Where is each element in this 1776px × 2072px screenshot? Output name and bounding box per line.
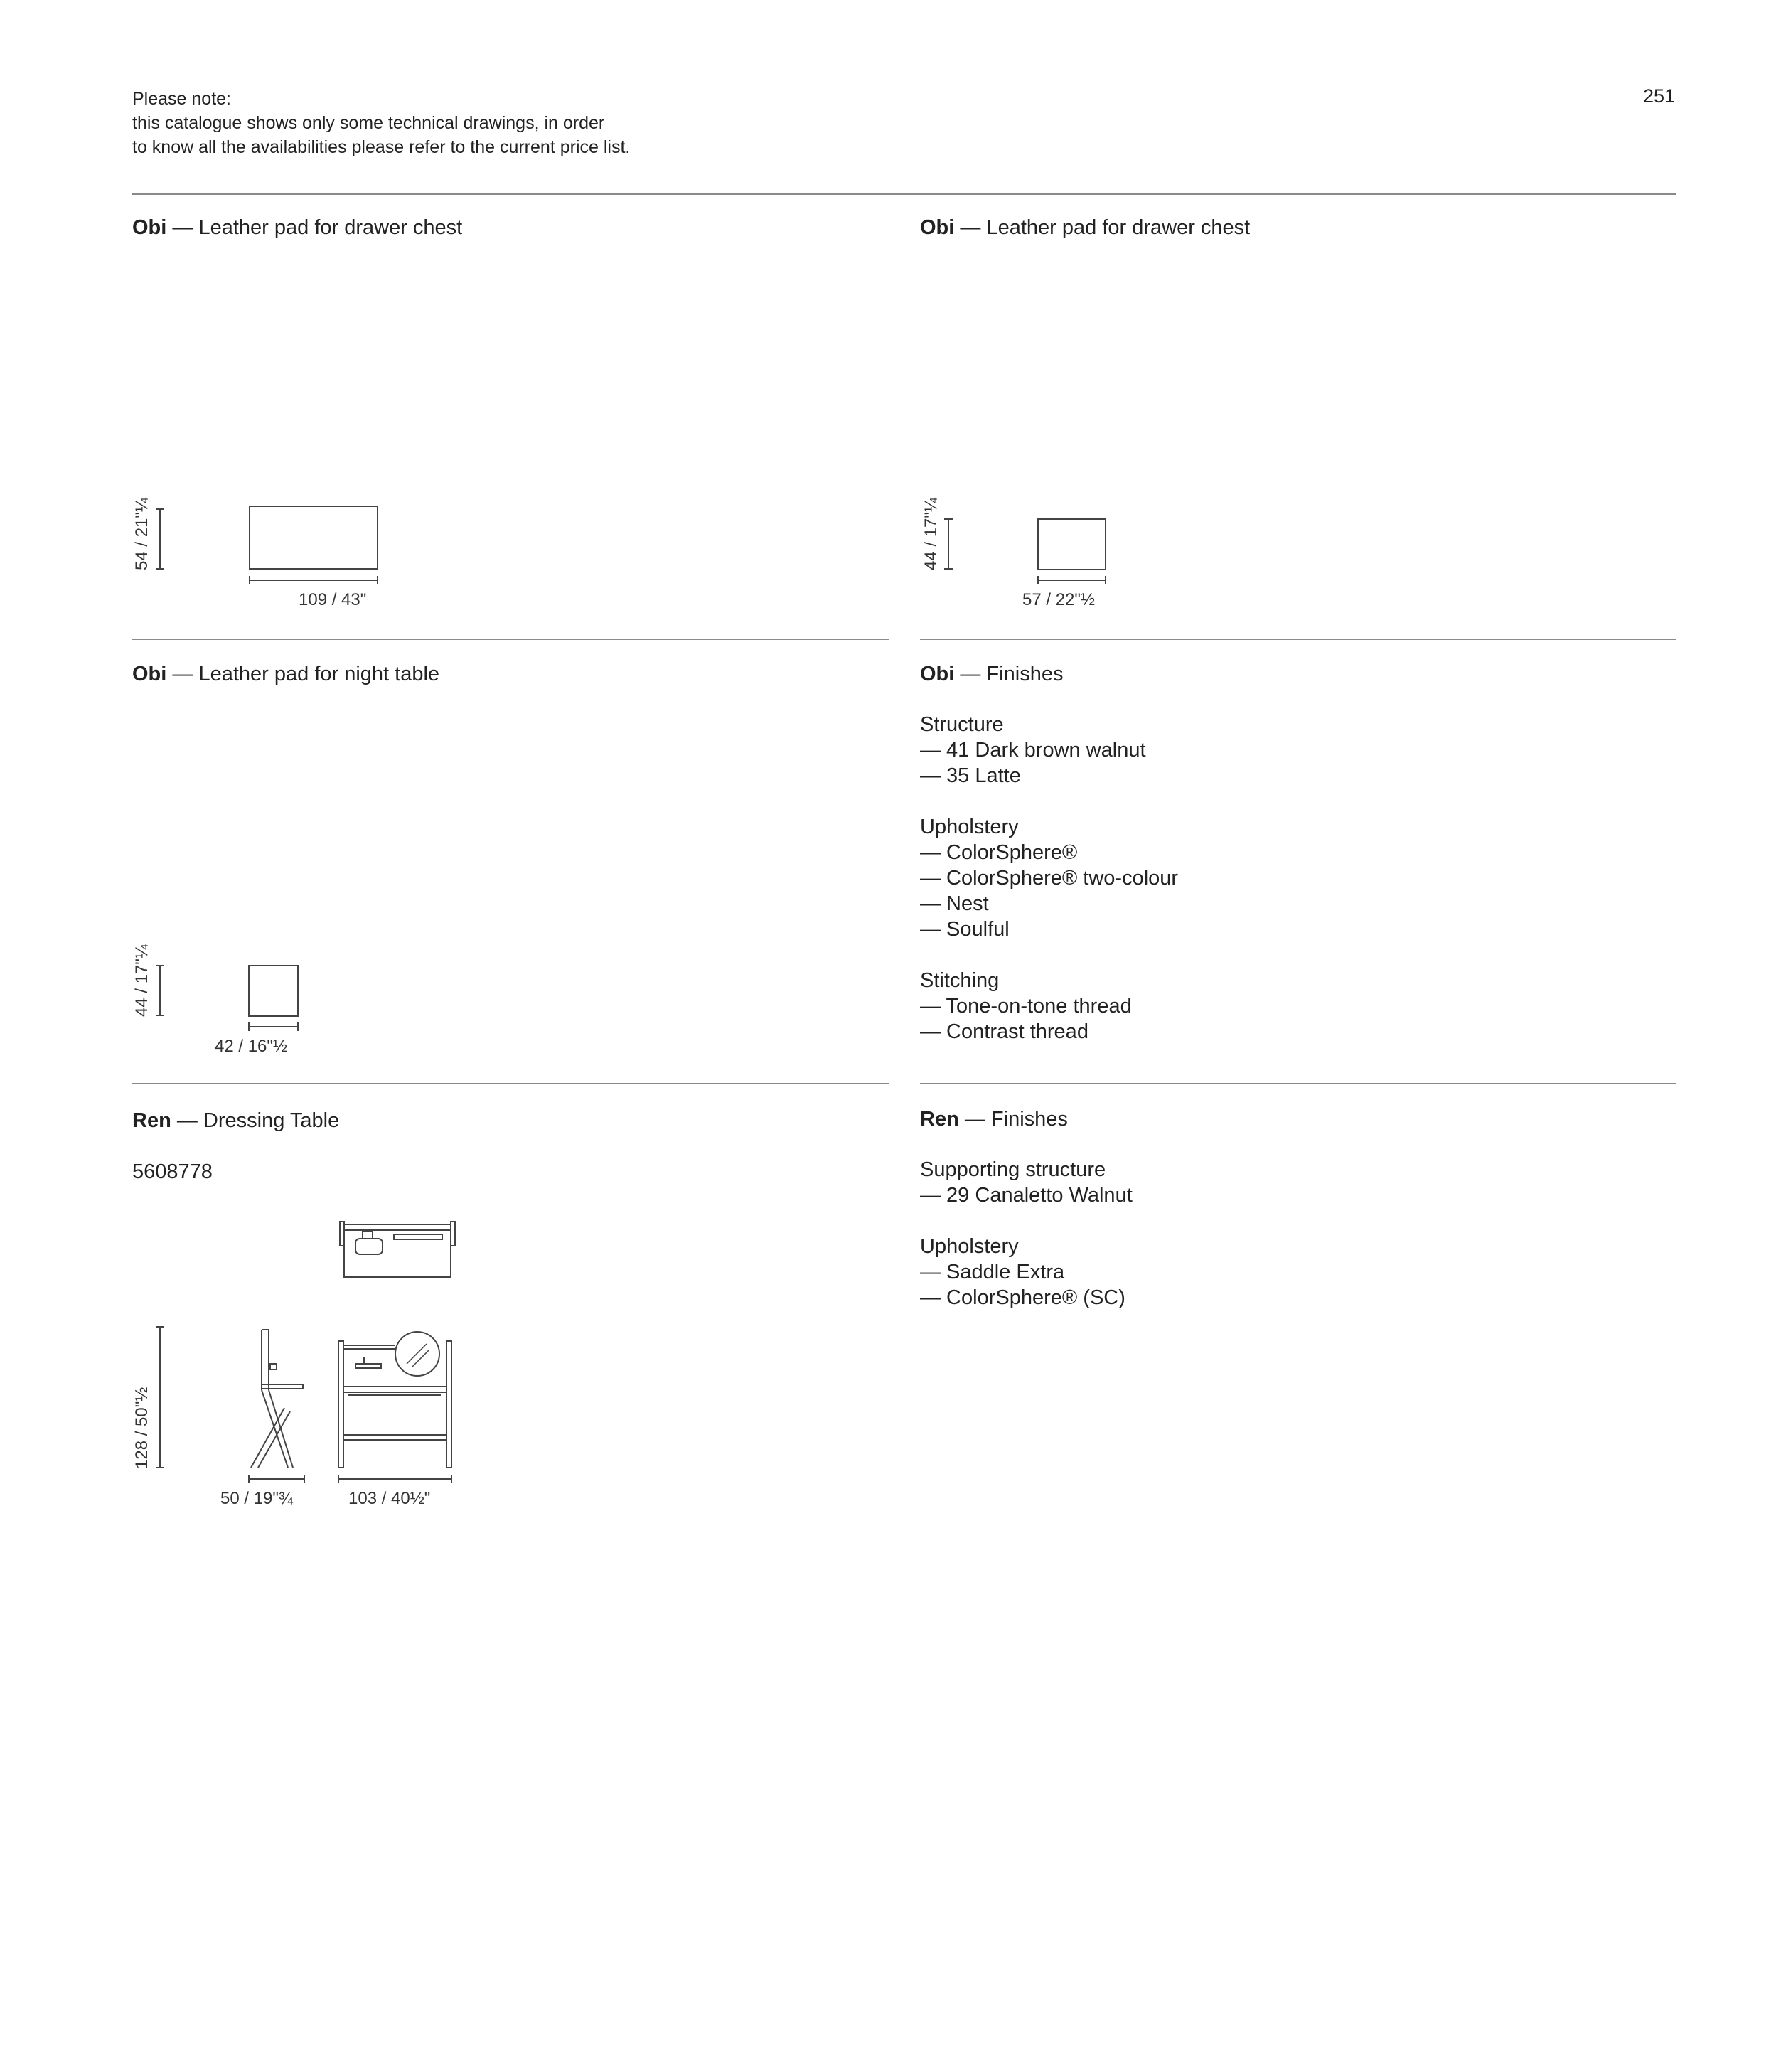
product-code: 5608778 <box>132 1160 213 1183</box>
product-name: Obi <box>920 216 955 239</box>
product-subtitle: — Leather pad for night table <box>172 663 440 685</box>
finish-item: — ColorSphere® (SC) <box>920 1286 1125 1309</box>
page-number: 251 <box>1642 85 1675 107</box>
height-dimension: 128 / 50"½ <box>132 1387 151 1469</box>
ren-finishes-list <box>920 1157 1133 1336</box>
note-line-3: to know all the availabilities please refer to the current price list. <box>132 137 631 157</box>
note-line-1: Please note: <box>132 89 231 109</box>
finish-item: — Tone-on-tone thread <box>920 995 1132 1018</box>
height-dimension: 44 / 17"¼ <box>921 498 941 570</box>
width-dimension: 42 / 16"½ <box>215 1037 287 1056</box>
finish-item: — Nest <box>920 892 989 915</box>
finish-item: — Soulful <box>920 918 1010 941</box>
finish-heading: Structure <box>920 713 1004 736</box>
width-dimension: 57 / 22"½ <box>1022 590 1095 609</box>
product-name: Ren <box>920 1108 959 1131</box>
finish-item: — Saddle Extra <box>920 1261 1065 1283</box>
note-line-2: this catalogue shows only some technical drawings, in order <box>132 113 605 133</box>
finish-item: — 41 Dark brown walnut <box>920 739 1146 762</box>
width-dimension: 109 / 43" <box>299 590 367 609</box>
width-dimension: 103 / 40½" <box>348 1489 431 1508</box>
finish-item: — Contrast thread <box>920 1020 1088 1043</box>
product-name: Obi <box>920 663 955 685</box>
product-subtitle: — Finishes <box>964 1108 1068 1131</box>
finish-group-supporting-structure <box>920 1157 1133 1208</box>
finish-heading: Supporting structure <box>920 1158 1106 1181</box>
height-dimension: 54 / 21"¼ <box>132 498 151 570</box>
product-name: Obi <box>132 663 167 685</box>
finish-item: — 35 Latte <box>920 764 1021 787</box>
depth-dimension: 50 / 19"¾ <box>220 1489 293 1508</box>
section-title-ren-finishes <box>920 1108 1068 1131</box>
product-subtitle: — Finishes <box>960 663 1064 685</box>
finish-group-upholstery <box>920 1234 1133 1310</box>
product-subtitle: — Dressing Table <box>176 1109 340 1132</box>
finish-heading: Upholstery <box>920 816 1019 838</box>
height-dimension: 44 / 17"¼ <box>132 944 151 1017</box>
product-name: Obi <box>132 216 167 239</box>
finish-item: — 29 Canaletto Walnut <box>920 1184 1133 1207</box>
product-subtitle: — Leather pad for drawer chest <box>172 216 463 239</box>
product-name: Ren <box>132 1109 171 1132</box>
product-subtitle: — Leather pad for drawer chest <box>960 216 1251 239</box>
finish-item: — ColorSphere® <box>920 841 1078 864</box>
finish-heading: Stitching <box>920 969 1000 992</box>
finish-heading: Upholstery <box>920 1235 1019 1258</box>
finish-item: — ColorSphere® two-colour <box>920 867 1179 890</box>
